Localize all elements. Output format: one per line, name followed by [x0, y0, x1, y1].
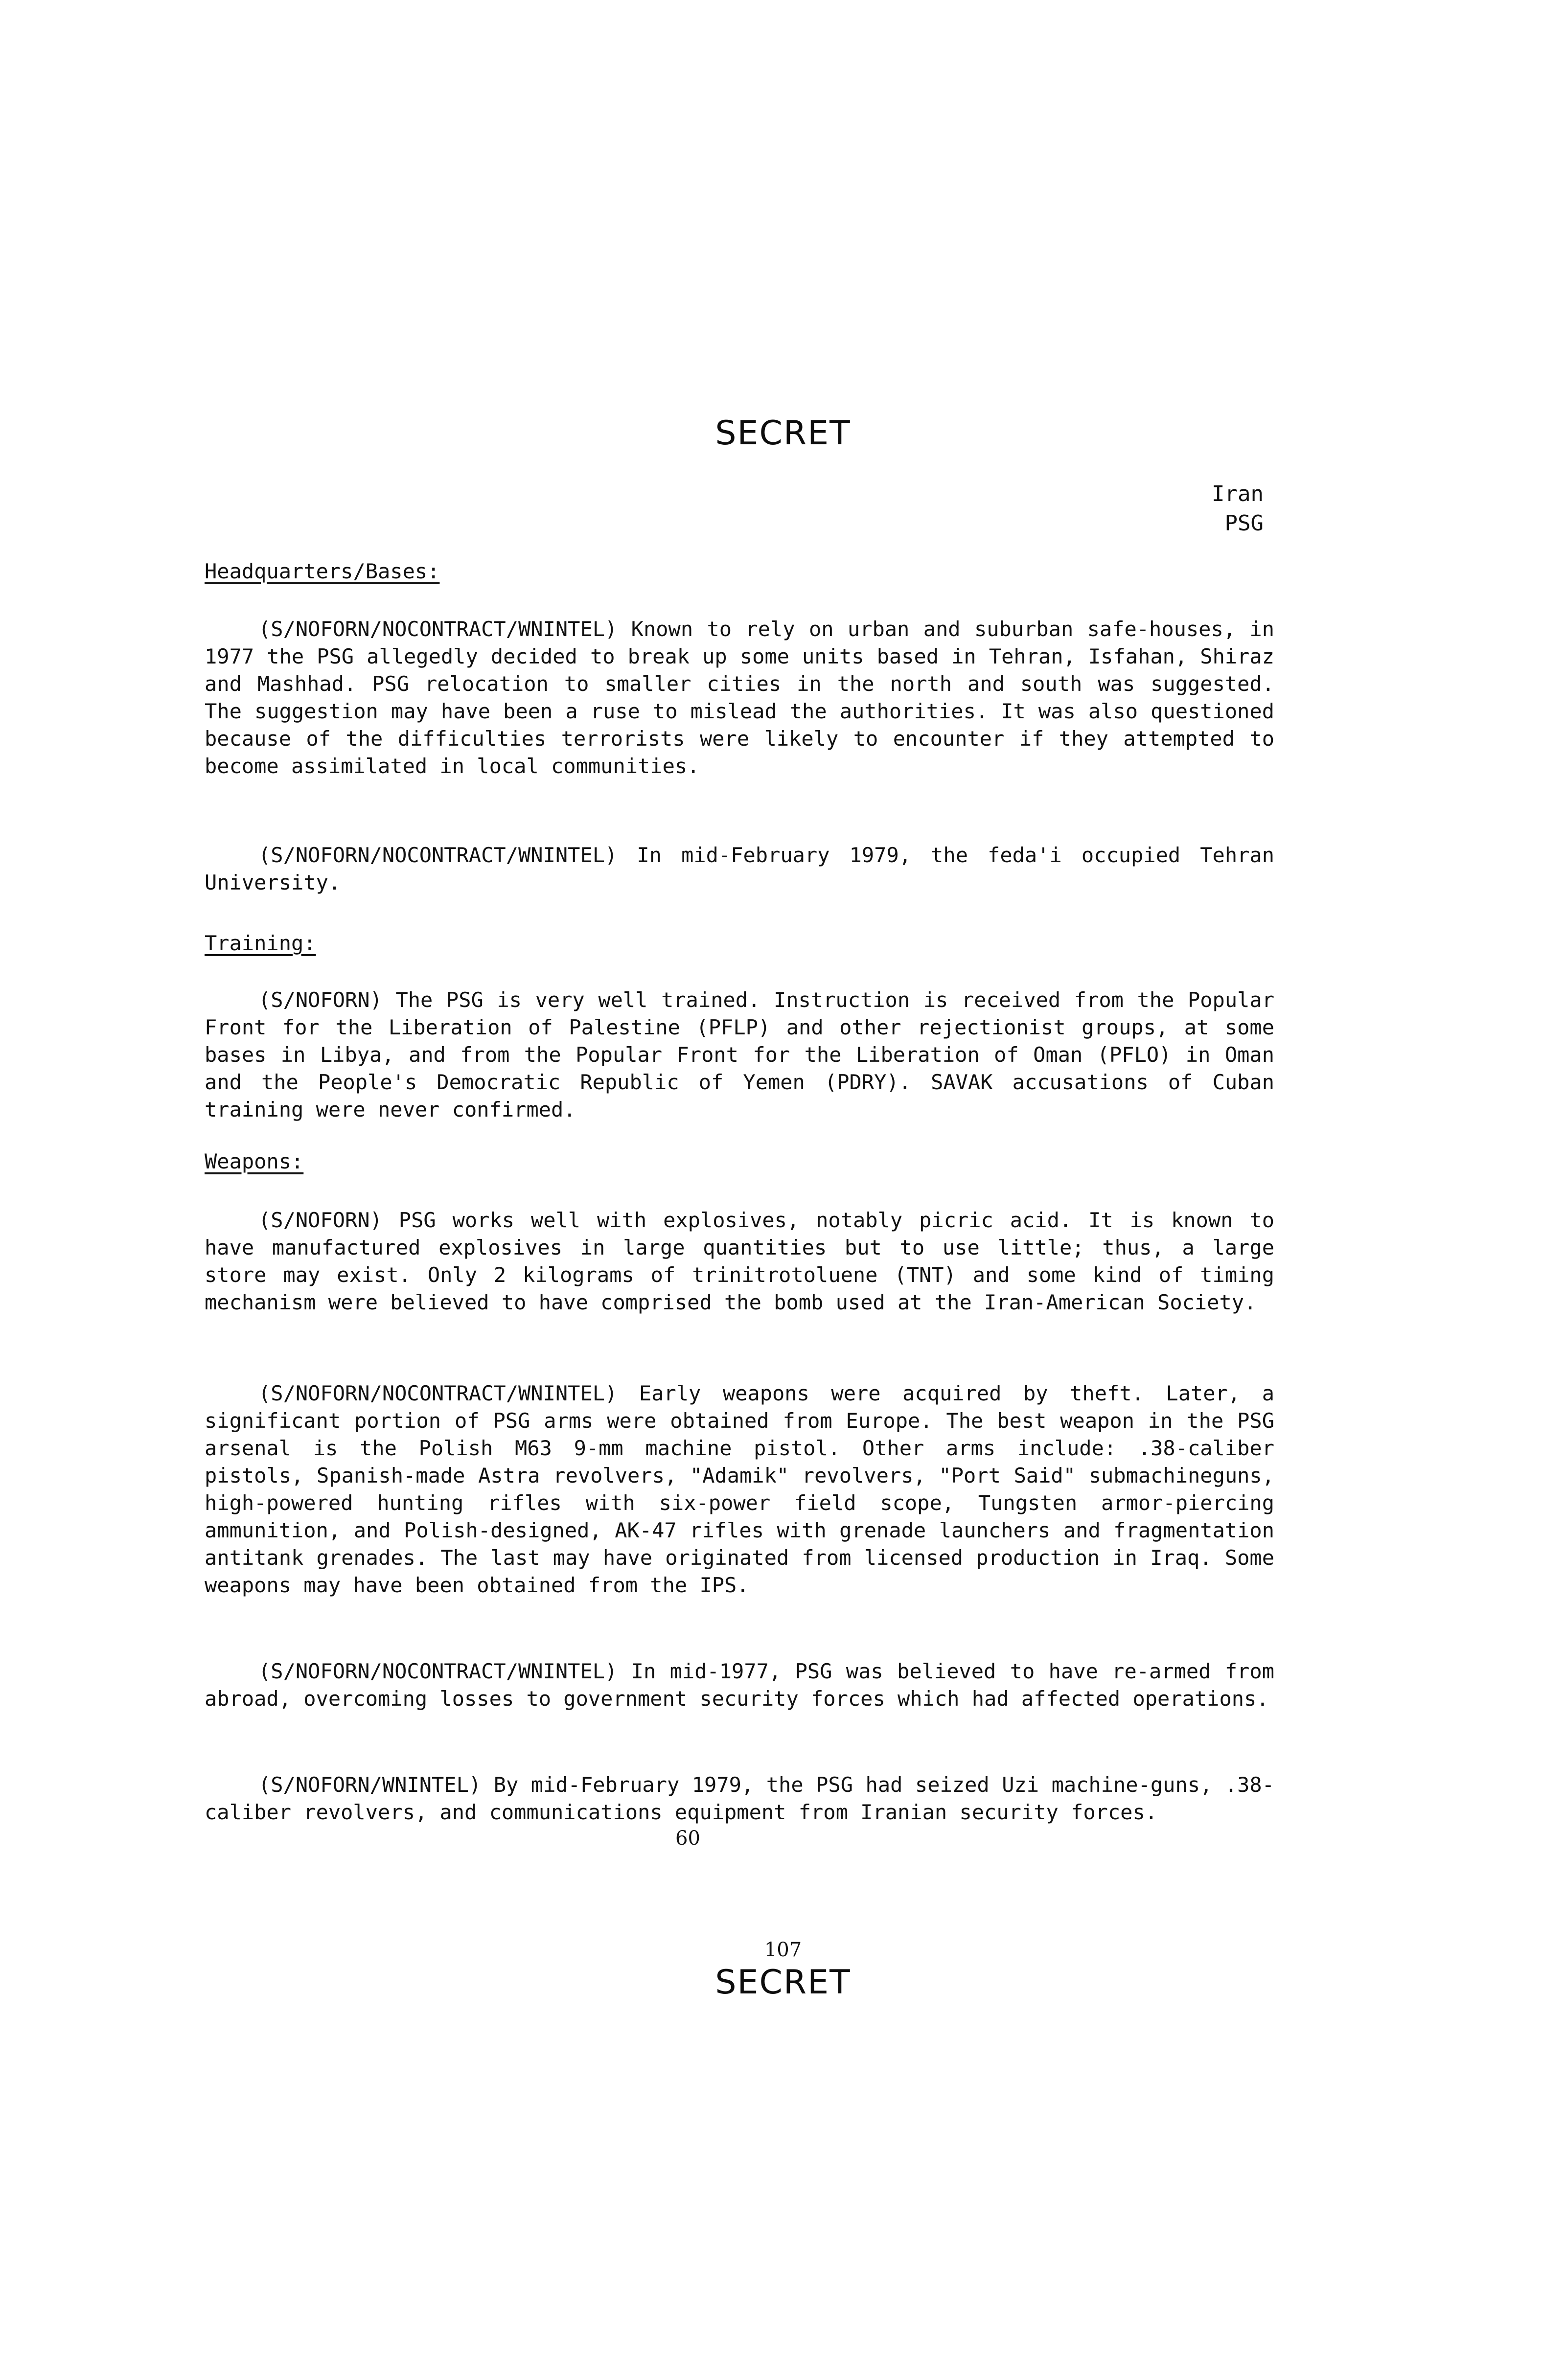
- section-heading-headquarters: Headquarters/Bases:: [205, 559, 440, 583]
- paragraph-weapons-1: (S/NOFORN) PSG works well with explosives, notably picric acid. It is known to have manufactured explosives in large quantities but to use little; thus, a large store may exist. Only 2 kilograms of trinitrotoluene (TNT) and some kind of timing mechanism were believed to have comprised the bomb used at the Iran-American Society.: [205, 1208, 1274, 1314]
- group-label: PSG: [1224, 511, 1264, 536]
- paragraph-weapons-3: (S/NOFORN/NOCONTRACT/WNINTEL) In mid-1977, PSG was believed to have re-armed from abroad, overcoming losses to government security forces which had affected operations.: [205, 1659, 1274, 1711]
- paragraph-weapons-4: (S/NOFORN/WNINTEL) By mid-February 1979, the PSG had seized Uzi machine-guns, .38-caliber revolvers, and communications equipment from Iranian security forces.: [205, 1773, 1274, 1824]
- paragraph-hq-2: (S/NOFORN/NOCONTRACT/WNINTEL) In mid-February 1979, the feda'i occupied Tehran University.: [205, 843, 1274, 894]
- paragraph-training-1: (S/NOFORN) The PSG is very well trained. Instruction is received from the Popular Front for the Liberation of Palestine (PFLP) and other rejectionist groups, at some bases in Libya, and from the Popular Front for the Liberation of Oman (PFLO) in Oman and the People's Democratic Republic of Yemen (PDRY). SAVAK accusations of Cuban training were never confirmed.: [205, 988, 1274, 1121]
- classification-banner-top: SECRET: [715, 414, 851, 453]
- inner-page-number: 60: [675, 1827, 700, 1850]
- paragraph-weapons-2: (S/NOFORN/NOCONTRACT/WNINTEL) Early weapons were acquired by theft. Later, a significant portion of PSG arms were obtained from Europe. The best weapon in the PSG arsenal is the Polish M63 9-mm machine pistol. Other arms include: .38-caliber pistols, Spanish-made Astra revolvers, "Adamik" revolvers, "Port Said" submachineguns, high-powered hunting rifles with six-power field scope, Tungsten armor-piercing ammunition, and Polish-designed, AK-47 rifles with grenade launchers and fragmentation antitank grenades. The last may have originated from licensed production in Iraq. Some weapons may have been obtained from the IPS.: [205, 1381, 1274, 1597]
- country-group-label: [1212, 480, 1264, 538]
- paragraph-hq-1: (S/NOFORN/NOCONTRACT/WNINTEL) Known to rely on urban and suburban safe-houses, in 1977 the PSG allegedly decided to break up some units based in Tehran, Isfahan, Shiraz and Mashhad. PSG relocation to smaller cities in the north and south was suggested. The suggestion may have been a ruse to mislead the authorities. It was also questioned because of the difficulties terrorists were likely to encounter if they attempted to become assimilated in local communities.: [205, 617, 1274, 778]
- section-heading-training: Training:: [205, 931, 316, 955]
- section-heading-weapons: Weapons:: [205, 1149, 304, 1173]
- outer-page-number: 107: [764, 1939, 802, 1961]
- classification-banner-bottom: SECRET: [715, 1963, 851, 2002]
- country-label: Iran: [1212, 481, 1264, 506]
